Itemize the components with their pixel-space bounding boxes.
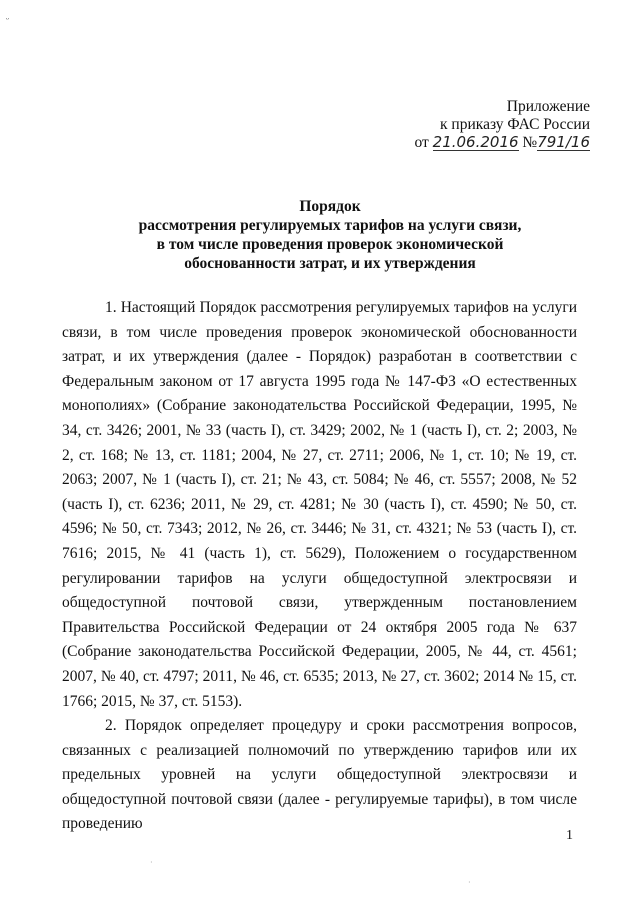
title-line-1: Порядок <box>299 198 361 215</box>
paragraph-2: 2. Порядок определяет процедуру и сроки рассмотрения вопросов, связанных с реализацией полномочий по утверждению тарифов или их предельных уровней на услуги общедоступной электросвязи и общедоступной почтовой связи (далее - регулируемые тарифы), в том числе проведению <box>62 717 577 833</box>
document-body <box>62 296 577 837</box>
title-line-3: в том числе проведения проверок экономической <box>156 236 504 253</box>
appendix-block <box>414 98 590 152</box>
page-number: 1 <box>566 828 573 843</box>
handwritten-number: 791/16 <box>537 133 590 151</box>
document-title <box>80 197 580 273</box>
scan-corner-mark: ᵕ <box>6 14 9 25</box>
appendix-date-number-line <box>414 134 590 152</box>
paragraph-1: 1. Настоящий Порядок рассмотрения регулируемых тарифов на услуги связи, в том числе проведения проверок экономической обоснованности затрат, и их утверждения (далее - Порядок) разработан в соответствии с Федеральным законом от 17 августа 1995 года № 147-ФЗ «О естественных монополиях» (Собрание законодательства Российской Федерации, 1995, № 34, ст. 3426; 2001, № 33 (часть I), ст. 3429; 2002, № 1 (часть I), ст. 2; 2003, № 2, ст. 168; № 13, ст. 1181; 2004, № 27, ст. 2711; 2006, № 1, ст. 10; № 19, ст. 2063; 2007, № 1 (часть I), ст. 21; № 43, ст. 5084; № 46, ст. 5557; 2008, № 52 (часть I), ст. 6236; 2011, № 29, ст. 4281; № 30 (часть I), ст. 4590; № 50, ст. 4596; № 50, ст. 7343; 2012, № 26, ст. 3446; № 31, ст. 4321; № 53 (часть I), ст. 7616; 2015, № 41 (часть 1), ст. 5629), Положением о государственном регулировании тарифов на услуги общедоступной электросвязи и общедоступной почтовой связи, утвержденным постановлением Правительства Российской Федерации от 24 октября 2005 года № 637 (Собрание законодательства Российской Федерации, 2005, № 44, ст. 4561; 2007, № 40, ст. 4797; 2011, № 46, ст. 6535; 2013, № 27, ст. 3602; 2014 № 15, ст. 1766; 2015, № 37, ст. 5153). <box>62 299 577 710</box>
scan-speck: · <box>150 858 153 867</box>
title-line-4: обоснованности затрат, и их утверждения <box>184 255 476 272</box>
title-line-2: рассмотрения регулируемых тарифов на услуги связи, <box>138 217 522 234</box>
appendix-title: Приложение <box>506 98 590 115</box>
number-prefix: № <box>522 134 538 151</box>
appendix-order-reference: к приказу ФАС России <box>440 116 590 133</box>
scan-speck: · <box>468 878 471 887</box>
handwritten-date: 21.06.2016 <box>432 133 519 151</box>
date-prefix: от <box>414 134 429 151</box>
